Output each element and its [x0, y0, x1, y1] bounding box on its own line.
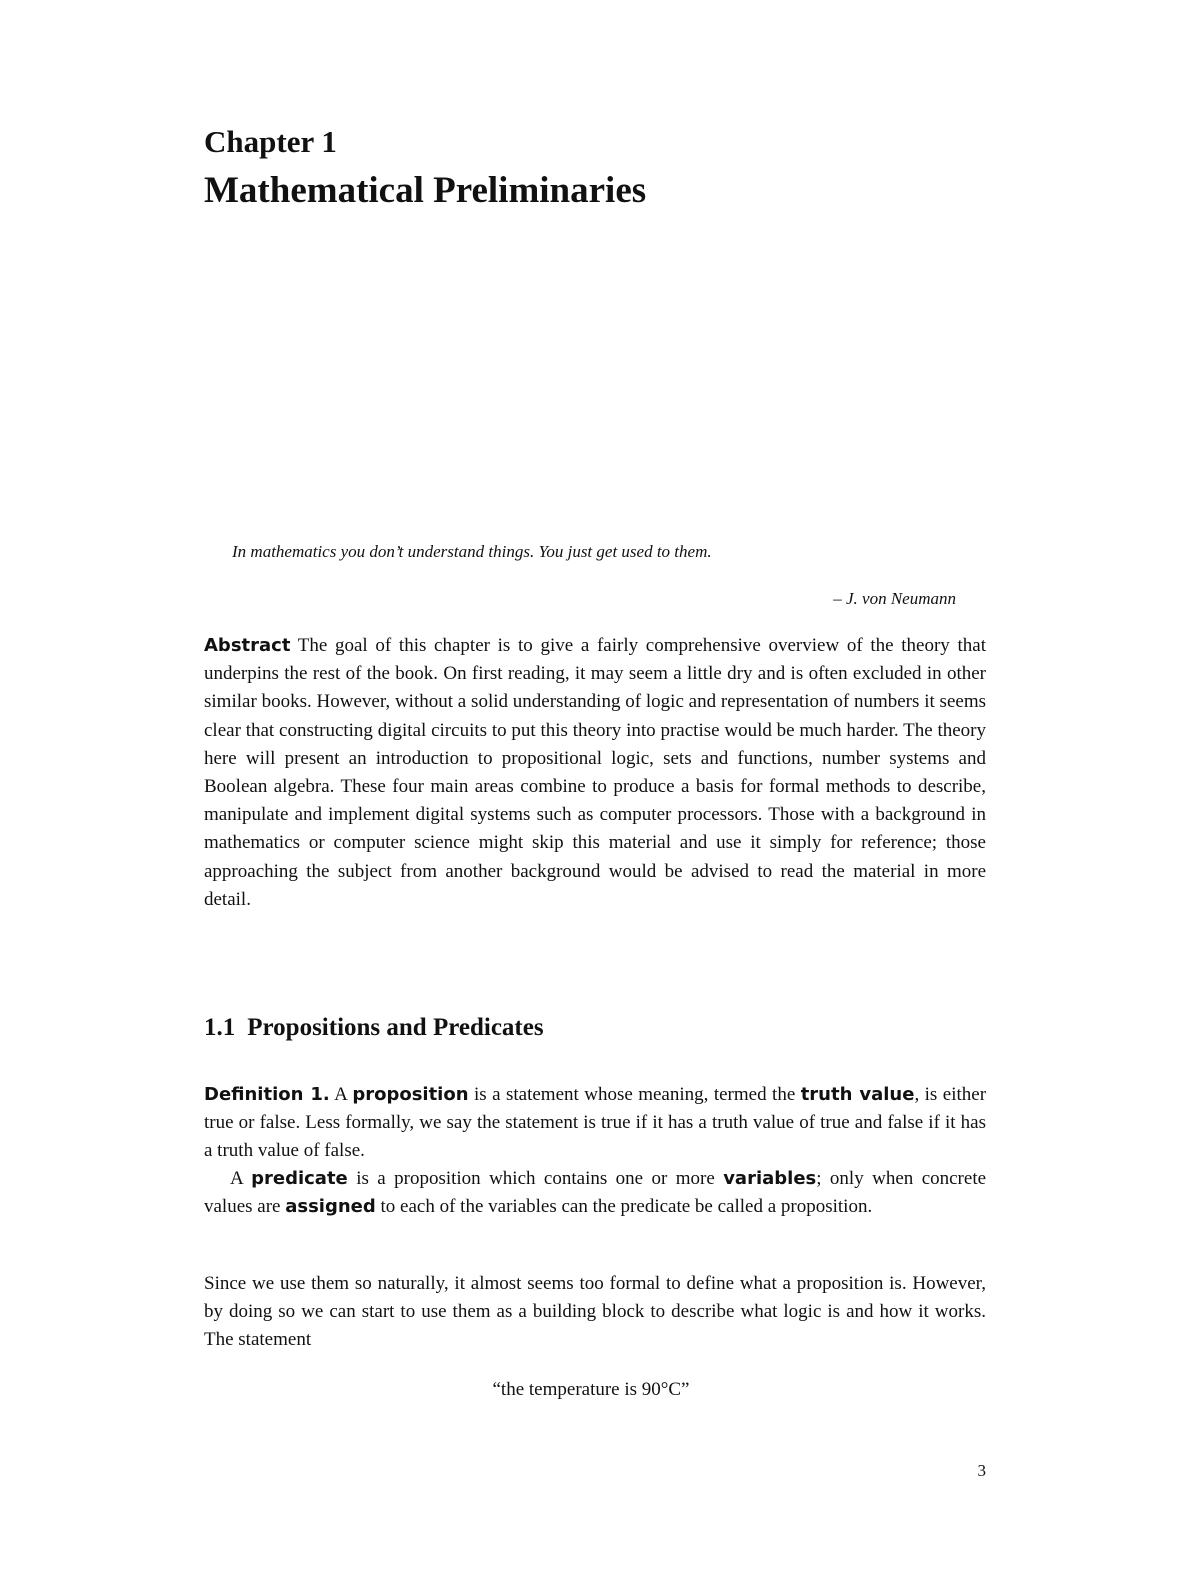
chapter-label: Chapter 1 — [204, 124, 337, 159]
chapter-title: Mathematical Preliminaries — [204, 170, 647, 211]
abstract-paragraph — [204, 632, 986, 914]
definition-text: A — [230, 1168, 243, 1189]
abstract-text: The goal of this chapter is to give a fairly comprehensive overview of the theory that underpins the rest of the book. On first reading, it may seem a little dry and is often excluded in other similar books. However, without a solid understanding of logic and representation of numbers it seems clear that constructing digital circuits to put this theory into practise would be much harder. The theory here will present an introduction to propositional logic, sets and functions, number systems and Boolean algebra. These four main areas combine to produce a basis for formal methods to describe, manipulate and implement digital systems such as computer processors. Those with a background in mathematics or computer science might skip this material and use it simply for reference; those approaching the subject from another background would be advised to read the material in more detail. — [204, 635, 986, 910]
definition-label: Definition 1. — [204, 1084, 330, 1105]
definition-text: , is either true or false. Less formally, we say the statement is true if it has a truth value of true and false if it has a truth value of false. — [204, 1084, 987, 1162]
definition-text: ; only when concrete values are — [204, 1168, 987, 1218]
definition-text: to each of the variables can the predicate be called a proposition. — [380, 1196, 873, 1218]
epigraph-author: – J. von Neumann — [833, 589, 956, 608]
abstract-label: Abstract — [204, 635, 291, 656]
section-number: 1.1 — [204, 1014, 236, 1041]
epigraph-quote: In mathematics you don’t understand things. You just get used to them. — [232, 542, 712, 561]
term-assigned: assigned — [285, 1196, 376, 1218]
body-paragraph: Since we use them so naturally, it almost seems too formal to define what a proposition is. However, by doing so we can start to use them as a building block to describe what logic is and how it works. The statement — [204, 1273, 986, 1351]
definition-paragraph — [204, 1081, 986, 1166]
section-heading — [204, 1012, 544, 1044]
definition-text: A — [334, 1084, 347, 1105]
definition-text: is a proposition which contains one or more — [356, 1168, 715, 1189]
term-proposition: proposition — [352, 1084, 469, 1105]
page-number: 3 — [977, 1461, 986, 1480]
display-statement: “the temperature is 90°C” — [492, 1379, 690, 1400]
term-variables: variables — [723, 1168, 817, 1189]
definition-paragraph-2 — [204, 1165, 986, 1221]
term-truth-value: truth value — [800, 1084, 915, 1105]
term-predicate: predicate — [251, 1168, 348, 1189]
section-title: Propositions and Predicates — [247, 1014, 544, 1041]
definition-text: is a statement whose meaning, termed the — [473, 1084, 796, 1105]
